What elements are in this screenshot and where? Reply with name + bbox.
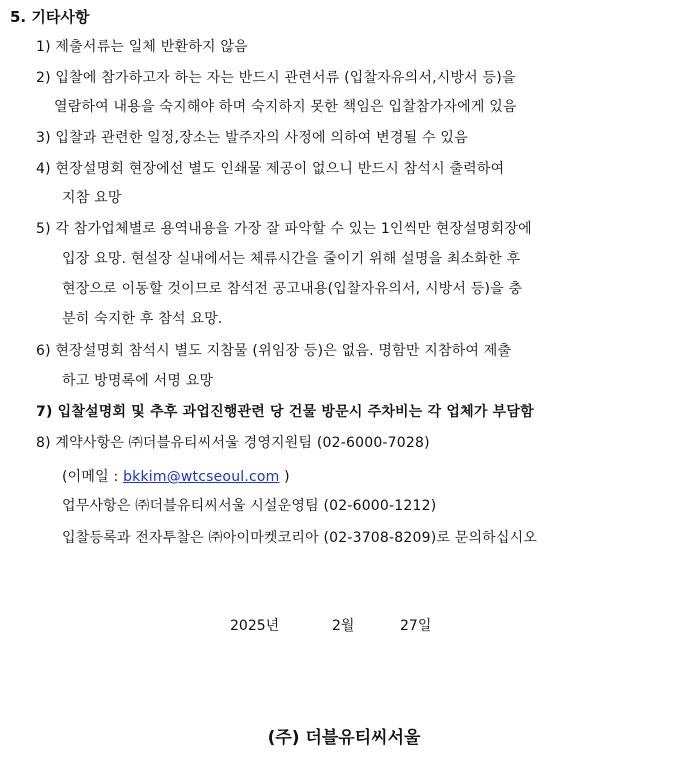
item-8-line-1: 8) 계약사항은 ㈜더블유티씨서울 경영지원팀 (02-6000-7028)	[36, 435, 430, 451]
item-1: 1) 제출서류는 일체 반환하지 않음	[36, 39, 248, 55]
item-2-line-1: 2) 입찰에 참가하고자 하는 자는 반드시 관련서류 (입찰자유의서,시방서 등)을	[36, 70, 516, 86]
email-prefix: (이메일 :	[62, 469, 124, 485]
date-year: 2025년	[230, 618, 280, 634]
item-6-line-2: 하고 방명록에 서명 요망	[62, 373, 214, 389]
item-8-line-4: 입찰등록과 전자투찰은 ㈜아이마켓코리아 (02-3708-8209)로 문의하십시오	[62, 530, 538, 546]
item-5-line-4: 분히 숙지한 후 참석 요망.	[62, 311, 223, 327]
item-4-line-1: 4) 현장설명회 현장에선 별도 인쇄물 제공이 없으니 반드시 참석시 출력하여	[36, 161, 505, 177]
item-5-line-1: 5) 각 참가업체별로 용역내용을 가장 잘 파악할 수 있는 1인씩만 현장설명회장에	[36, 221, 532, 237]
item-4-line-2: 지참 요망	[62, 190, 122, 206]
item-2-line-2: 열람하여 내용을 숙지해야 하며 숙지하지 못한 책임은 입찰참가자에게 있음	[54, 99, 517, 115]
item-6-line-1: 6) 현장설명회 참석시 별도 지참물 (위임장 등)은 없음. 명함만 지참하여 제출	[36, 343, 512, 359]
section-title: 5. 기타사항	[10, 8, 90, 26]
item-8-email-line	[62, 465, 290, 489]
date-month: 2월	[332, 618, 355, 634]
date-day: 27일	[400, 618, 432, 634]
item-7: 7) 입찰설명회 및 추후 과업진행관련 당 건물 방문시 주차비는 각 업체가 부담함	[36, 404, 534, 420]
item-5-line-3: 현장으로 이동할 것이므로 참석전 공고내용(입찰자유의서, 시방서 등)을 충	[62, 281, 523, 297]
item-5-line-2: 입장 요망. 현설장 실내에서는 체류시간을 줄이기 위해 설명을 최소화한 후	[62, 251, 521, 267]
company-signature: (주) 더블유티씨서울	[267, 728, 421, 748]
email-link[interactable]: bkkim@wtcseoul.com	[123, 469, 280, 485]
email-suffix: )	[279, 469, 290, 485]
item-3: 3) 입찰과 관련한 일정,장소는 발주자의 사정에 의하여 변경될 수 있음	[36, 130, 468, 146]
item-8-line-3: 업무사항은 ㈜더블유티씨서울 시설운영팀 (02-6000-1212)	[62, 498, 437, 514]
